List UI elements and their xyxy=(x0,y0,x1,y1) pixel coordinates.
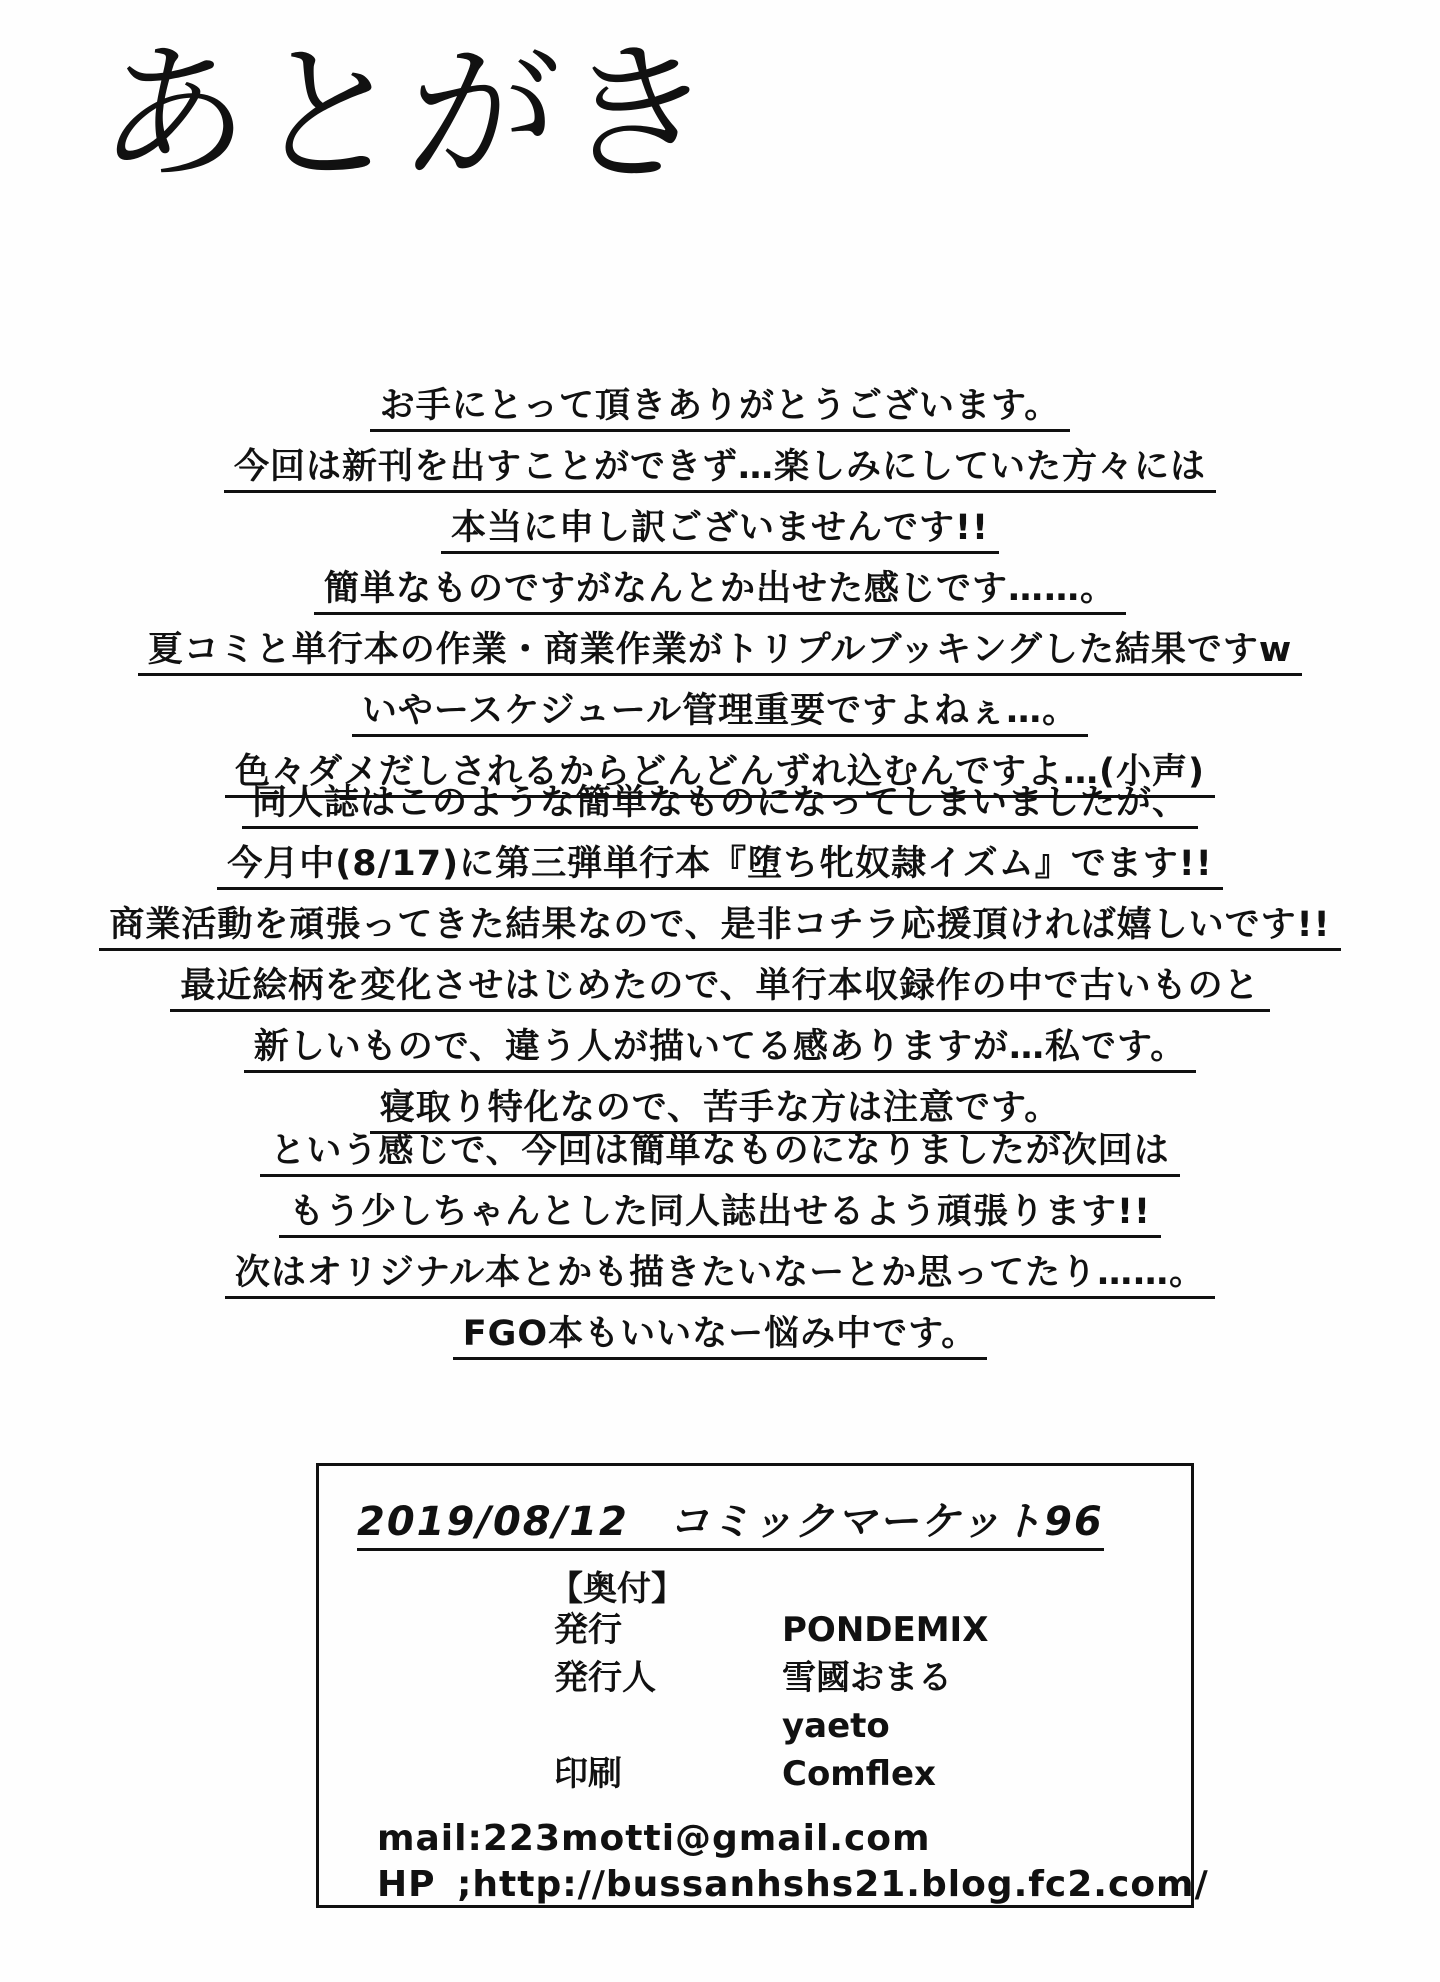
event-date: 2019/08/12 xyxy=(357,1499,629,1545)
colophon-row xyxy=(554,1606,988,1654)
homepage-url: ;http://bussanhshs21.blog.fc2.com/ xyxy=(457,1864,1209,1905)
text-line-content: 簡単なものですがなんとか出せた感じです……。 xyxy=(314,566,1126,615)
colophon-value: Comflex xyxy=(782,1754,936,1794)
text-line xyxy=(0,780,1440,841)
colophon-value: PONDEMIX xyxy=(782,1610,989,1650)
colophon-label: 印刷 xyxy=(554,1754,622,1794)
text-line-content: 最近絵柄を変化させはじめたので、単行本収録作の中で古いものと xyxy=(170,963,1269,1012)
text-line-content: という感じで、今回は簡単なものになりましたが次回は xyxy=(260,1128,1179,1177)
text-line xyxy=(0,688,1440,749)
colophon-heading: 【奥付】 xyxy=(549,1569,685,1609)
text-line-content: 次はオリジナル本とかも描きたいなーとか思ってたり……。 xyxy=(225,1250,1215,1299)
text-line-content: 色々ダメだしされるからどんどんずれ込むんですよ…(小声) xyxy=(225,749,1215,798)
colophon-value: yaeto xyxy=(782,1706,890,1746)
colophon-row xyxy=(554,1654,952,1702)
text-line xyxy=(0,627,1440,688)
text-line xyxy=(0,963,1440,1024)
contact-homepage xyxy=(377,1864,1209,1905)
text-line-content: いやースケジュール管理重要ですよねぇ…。 xyxy=(352,688,1088,737)
page-title: あとがき xyxy=(93,28,723,202)
text-line xyxy=(0,902,1440,963)
text-line xyxy=(0,1128,1440,1189)
text-line xyxy=(0,505,1440,566)
colophon-row xyxy=(554,1702,890,1750)
text-line-content: 本当に申し訳ございませんです!! xyxy=(441,505,999,554)
text-line-content: 今回は新刊を出すことができず…楽しみにしていた方々には xyxy=(224,444,1216,493)
text-line xyxy=(0,566,1440,627)
colophon-row xyxy=(554,1750,936,1798)
text-line-content: FGO本もいいなー悩み中です。 xyxy=(453,1311,988,1360)
contact-mail: mail:223motti@gmail.com xyxy=(377,1818,931,1859)
colophon-value: 雪國おまる xyxy=(782,1658,952,1698)
event-date-line xyxy=(357,1496,1104,1551)
text-line xyxy=(0,1189,1440,1250)
paragraph-1 xyxy=(0,383,1440,810)
text-line xyxy=(0,444,1440,505)
paragraph-3 xyxy=(0,1128,1440,1372)
text-line xyxy=(0,1311,1440,1372)
text-line xyxy=(0,1024,1440,1085)
text-line-content: 今月中(8/17)に第三弾単行本『堕ち牝奴隷イズム』でます!! xyxy=(217,841,1222,890)
text-line-content: 商業活動を頑張ってきた結果なので、是非コチラ応援頂ければ嬉しいです!! xyxy=(99,902,1340,951)
text-line-content: もう少しちゃんとした同人誌出せるよう頑張ります!! xyxy=(279,1189,1161,1238)
text-line-content: お手にとって頂きありがとうございます。 xyxy=(370,383,1071,432)
event-name: コミックマーケット96 xyxy=(668,1499,1104,1545)
text-line xyxy=(0,841,1440,902)
text-line-content: 新しいもので、違う人が描いてる感ありますが…私です。 xyxy=(244,1024,1197,1073)
text-line-content: 同人誌はこのような簡単なものになってしまいましたが、 xyxy=(242,780,1198,829)
colophon-label: 発行 xyxy=(554,1610,622,1650)
colophon-box xyxy=(316,1463,1209,1908)
paragraph-2 xyxy=(0,780,1440,1146)
homepage-label: HP xyxy=(377,1864,436,1905)
colophon-label: 発行人 xyxy=(554,1658,656,1698)
text-line xyxy=(0,1250,1440,1311)
text-line xyxy=(0,383,1440,444)
text-line-content: 寝取り特化なので、苦手な方は注意です。 xyxy=(370,1085,1071,1134)
text-line-content: 夏コミと単行本の作業・商業作業がトリプルブッキングした結果ですw xyxy=(138,627,1302,676)
